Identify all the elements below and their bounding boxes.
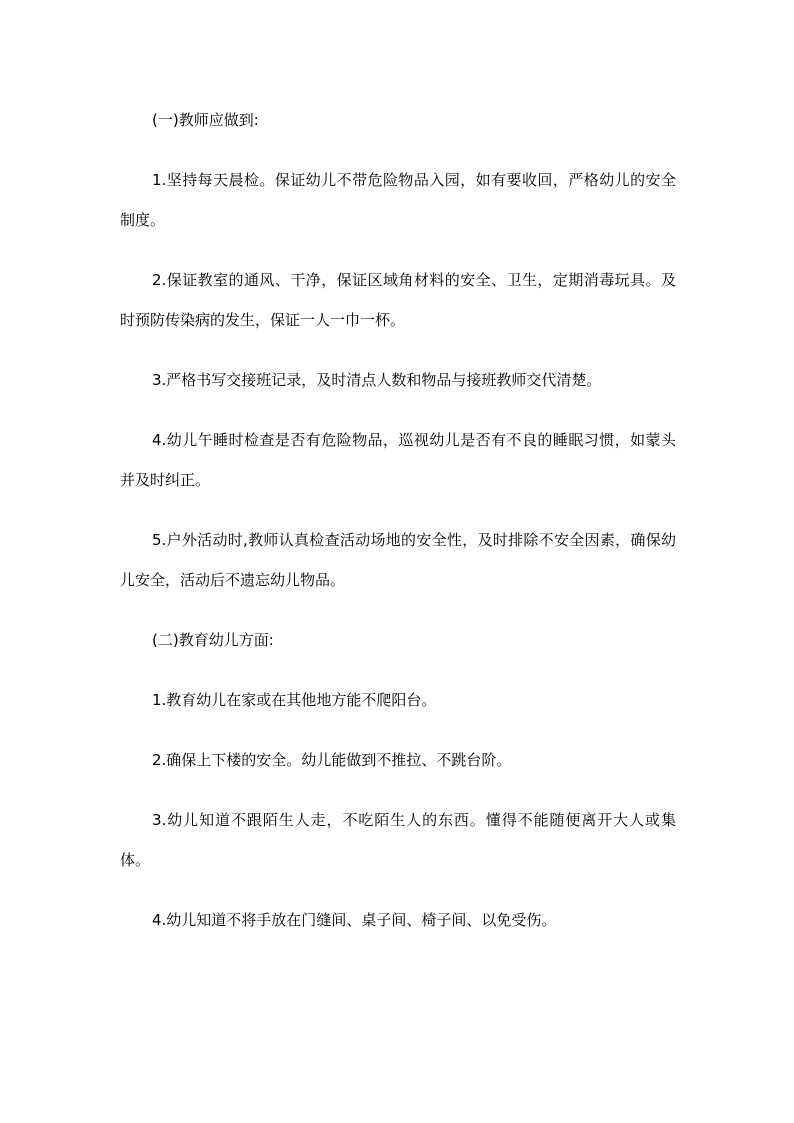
teacher-item-5: 5.户外活动时,教师认真检查活动场地的安全性，及时排除不安全因素，确保幼儿安全，活动后不遗忘幼儿物品。 bbox=[120, 531, 676, 589]
section-heading-children: (二)教育幼儿方面: bbox=[152, 631, 274, 649]
paragraph-gap bbox=[120, 400, 676, 420]
paragraph-gap bbox=[120, 340, 676, 360]
teacher-item-2: 2.保证教室的通风、干净，保证区域角材料的安全、卫生，定期消毒玩具。及时预防传染病的发生，保证一人一巾一杯。 bbox=[120, 271, 676, 329]
paragraph-gap bbox=[120, 660, 676, 680]
teacher-item-4: 4.幼儿午睡时检查是否有危险物品，巡视幼儿是否有不良的睡眠习惯，如蒙头并及时纠正。 bbox=[120, 431, 676, 489]
children-item-2: 2.确保上下楼的安全。幼儿能做到不推拉、不跳台阶。 bbox=[152, 751, 512, 769]
document-body bbox=[120, 100, 676, 940]
paragraph-gap bbox=[120, 600, 676, 620]
paragraph-gap bbox=[120, 720, 676, 740]
paragraph-gap bbox=[120, 240, 676, 260]
paragraph-gap bbox=[120, 140, 676, 160]
section-heading-teachers: (一)教师应做到: bbox=[152, 111, 259, 129]
paragraph-gap bbox=[120, 780, 676, 800]
teacher-item-3: 3.严格书写交接班记录，及时清点人数和物品与接班教师交代清楚。 bbox=[152, 371, 602, 389]
paragraph-gap bbox=[120, 880, 676, 900]
children-item-1: 1.教育幼儿在家或在其他地方能不爬阳台。 bbox=[152, 691, 437, 709]
paragraph-gap bbox=[120, 500, 676, 520]
children-item-3: 3.幼儿知道不跟陌生人走，不吃陌生人的东西。懂得不能随便离开大人或集体。 bbox=[120, 811, 676, 869]
teacher-item-1: 1.坚持每天晨检。保证幼儿不带危险物品入园，如有要收回，严格幼儿的安全制度。 bbox=[120, 171, 676, 229]
children-item-4: 4.幼儿知道不将手放在门缝间、桌子间、椅子间、以免受伤。 bbox=[152, 911, 557, 929]
